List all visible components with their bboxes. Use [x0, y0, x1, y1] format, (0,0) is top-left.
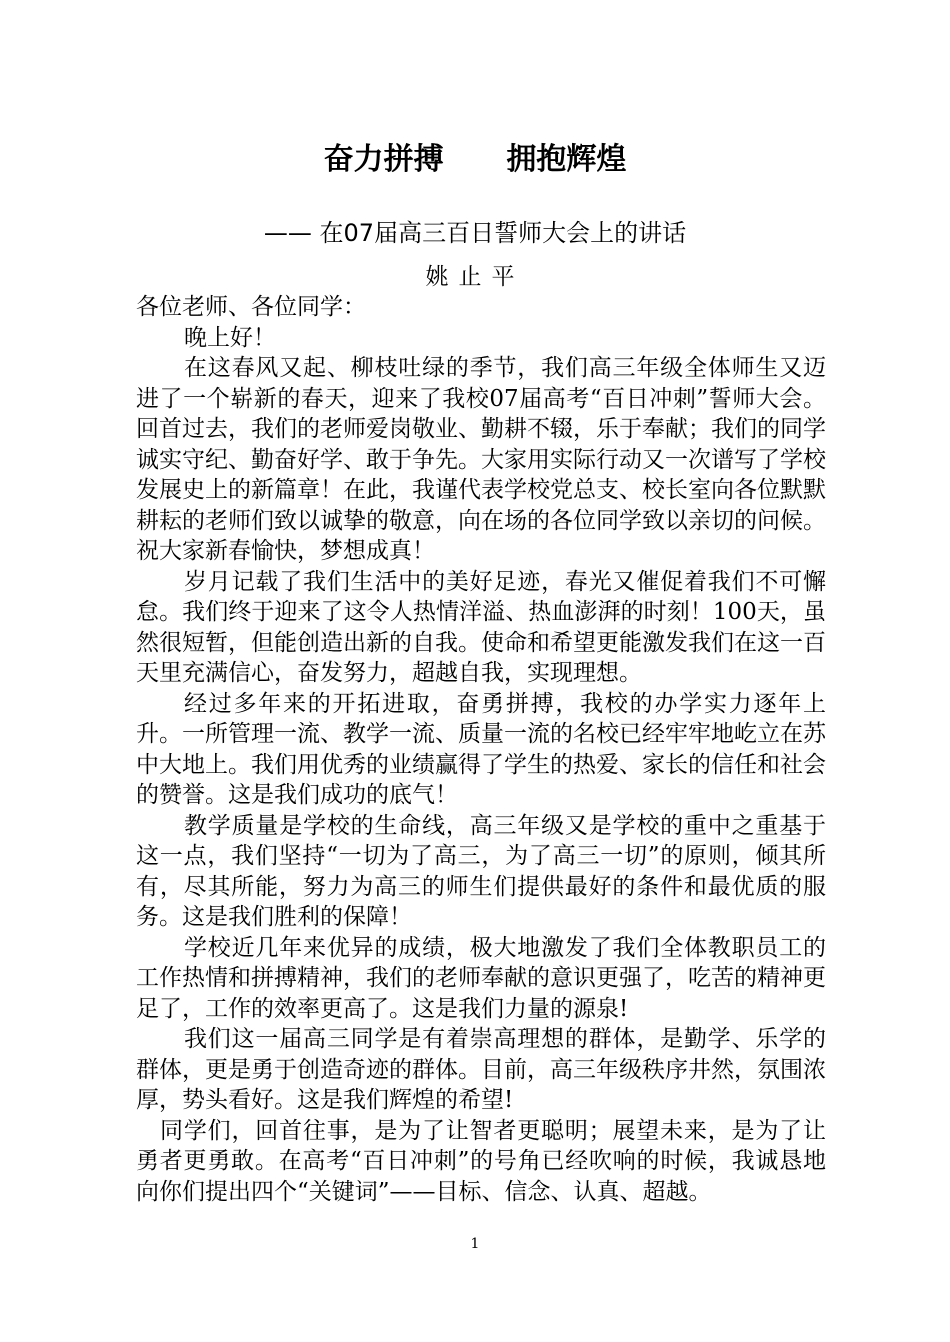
paragraph: 我们这一届高三同学是有着崇高理想的群体，是勤学、乐学的群体，更是勇于创造奇迹的群体。目前，高三年级秩序井然，氛围浓厚，势头看好。这是我们辉煌的希望! — [136, 1026, 826, 1113]
paragraph: 教学质量是学校的生命线，高三年级又是学校的重中之重基于这一点，我们坚持“一切为了高三，为了高三一切”的原则，倾其所有，尽其所能，努力为高三的师生们提供最好的条件和最优质的服务。这是我们胜利的保障！ — [136, 812, 826, 930]
paragraph: 经过多年来的开拓进取，奋勇拼搏，我校的办学实力逐年上升。一所管理一流、教学一流、质量一流的名校已经牢牢地屹立在苏中大地上。我们用优秀的业绩赢得了学生的热爱、家长的信任和社会的赞誉。这是我们成功的底气！ — [136, 690, 826, 808]
paragraph: 学校近几年来优异的成绩，极大地激发了我们全体教职员工的工作热情和拼搏精神，我们的老师奉献的意识更强了，吃苦的精神更足了，工作的效率更高了。这是我们力量的源泉! — [136, 934, 826, 1022]
paragraph: 岁月记载了我们生活中的美好足迹，春光又催促着我们不可懈怠。我们终于迎来了这令人热情洋溢、热血澎湃的时刻！100天，虽然很短暂，但能创造出新的自我。使命和希望更能激发我们在这一百天里充满信心，奋发努力，超越自我，实现理想。 — [136, 568, 826, 686]
salutation: 各位老师、各位同学： — [136, 294, 366, 320]
closing-paragraph: 同学们，回首往事，是为了让智者更聪明；展望未来，是为了让勇者更勇敢。在高考“百日冲刺”的号角已经吹响的时候，我诚恳地向你们提出四个“关键词”——目标、信念、认真、超越。 — [136, 1117, 826, 1205]
document-title: 奋力拼搏 拥抱辉煌 — [323, 142, 627, 177]
author-name: 姚止平 — [425, 264, 525, 290]
greeting: 晚上好！ — [184, 324, 276, 351]
page-number: 1 — [470, 1236, 480, 1252]
speech-body — [136, 292, 826, 1207]
paragraph: 在这春风又起、柳枝吐绿的季节，我们高三年级全体师生又迈进了一个崭新的春天，迎来了我校07届高考“百日冲刺”誓师大会。回首过去，我们的老师爱岗敬业、勤耕不辍，乐于奉献；我们的同学诚实守纪、勤奋好学、敢于争先。大家用实际行动又一次谱写了学校发展史上的新篇章！在此，我谨代表学校党总支、校长室向各位默默耕耘的老师们致以诚挚的敬意，向在场的各位同学致以亲切的问候。祝大家新春愉快，梦想成真！ — [136, 355, 826, 564]
document-subtitle: —— 在07届高三百日誓师大会上的讲话 — [263, 219, 687, 247]
